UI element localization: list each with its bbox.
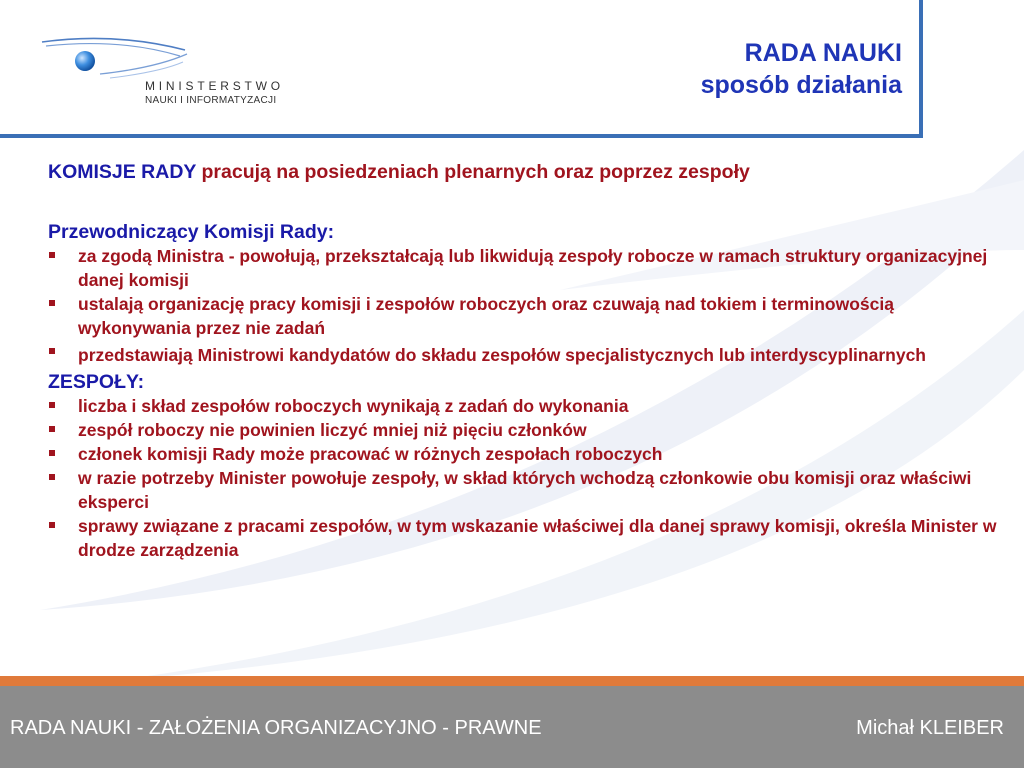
- footer-title: RADA NAUKI - ZAŁOŻENIA ORGANIZACYJNO - PRAWNE: [10, 717, 542, 739]
- list-item: członek komisji Rady może pracować w różnych zespołach roboczych: [48, 442, 998, 466]
- section2-list: [48, 394, 998, 562]
- ministry-logo-text: [145, 79, 284, 107]
- slide-content: [48, 160, 998, 562]
- intro-paragraph: [48, 160, 998, 184]
- footer-accent-bar: [0, 676, 1024, 686]
- list-item: liczba i skład zespołów roboczych wynikają z zadań do wykonania: [48, 394, 998, 418]
- footer-bar: [0, 686, 1024, 768]
- slide-subtitle: sposób działania: [700, 71, 902, 99]
- slide-title-block: [701, 37, 902, 101]
- ministry-logo-icon: [40, 34, 190, 84]
- slide-title: RADA NAUKI: [744, 39, 902, 67]
- list-item: za zgodą Ministra - powołują, przekształcają lub likwidują zespoły robocze w ramach struktury organizacyjnej danej komisji: [48, 244, 998, 292]
- list-item: przedstawiają Ministrowi kandydatów do składu zespołów specjalistycznych lub interdyscyplinarnych: [48, 340, 998, 370]
- list-item: ustalają organizację pracy komisji i zespołów roboczych oraz czuwają nad tokiem i terminowością wykonywania przez nie zadań: [48, 292, 998, 340]
- section2-heading: ZESPOŁY:: [48, 371, 145, 393]
- spacer: [48, 184, 998, 220]
- section1-list: [48, 244, 998, 370]
- footer-author: Michał KLEIBER: [856, 717, 1004, 739]
- list-item: sprawy związane z pracami zespołów, w tym wskazanie właściwej dla danej sprawy komisji, określa Minister w drodze zarządzenia: [48, 514, 998, 562]
- list-item: zespół roboczy nie powinien liczyć mniej niż pięciu członków: [48, 418, 998, 442]
- section1-heading: Przewodniczący Komisji Rady:: [48, 221, 335, 243]
- logo-line1: MINISTERSTWO: [145, 79, 284, 93]
- logo-line2: NAUKI I INFORMATYZACJI: [145, 95, 277, 106]
- header: [0, 0, 922, 137]
- list-item: w razie potrzeby Minister powołuje zespoły, w skład których wchodzą członkowie obu komisji oraz właściwi eksperci: [48, 466, 998, 514]
- intro-rest: pracują na posiedzeniach plenarnych oraz poprzez zespoły: [196, 161, 750, 183]
- intro-prefix: KOMISJE RADY: [48, 161, 197, 183]
